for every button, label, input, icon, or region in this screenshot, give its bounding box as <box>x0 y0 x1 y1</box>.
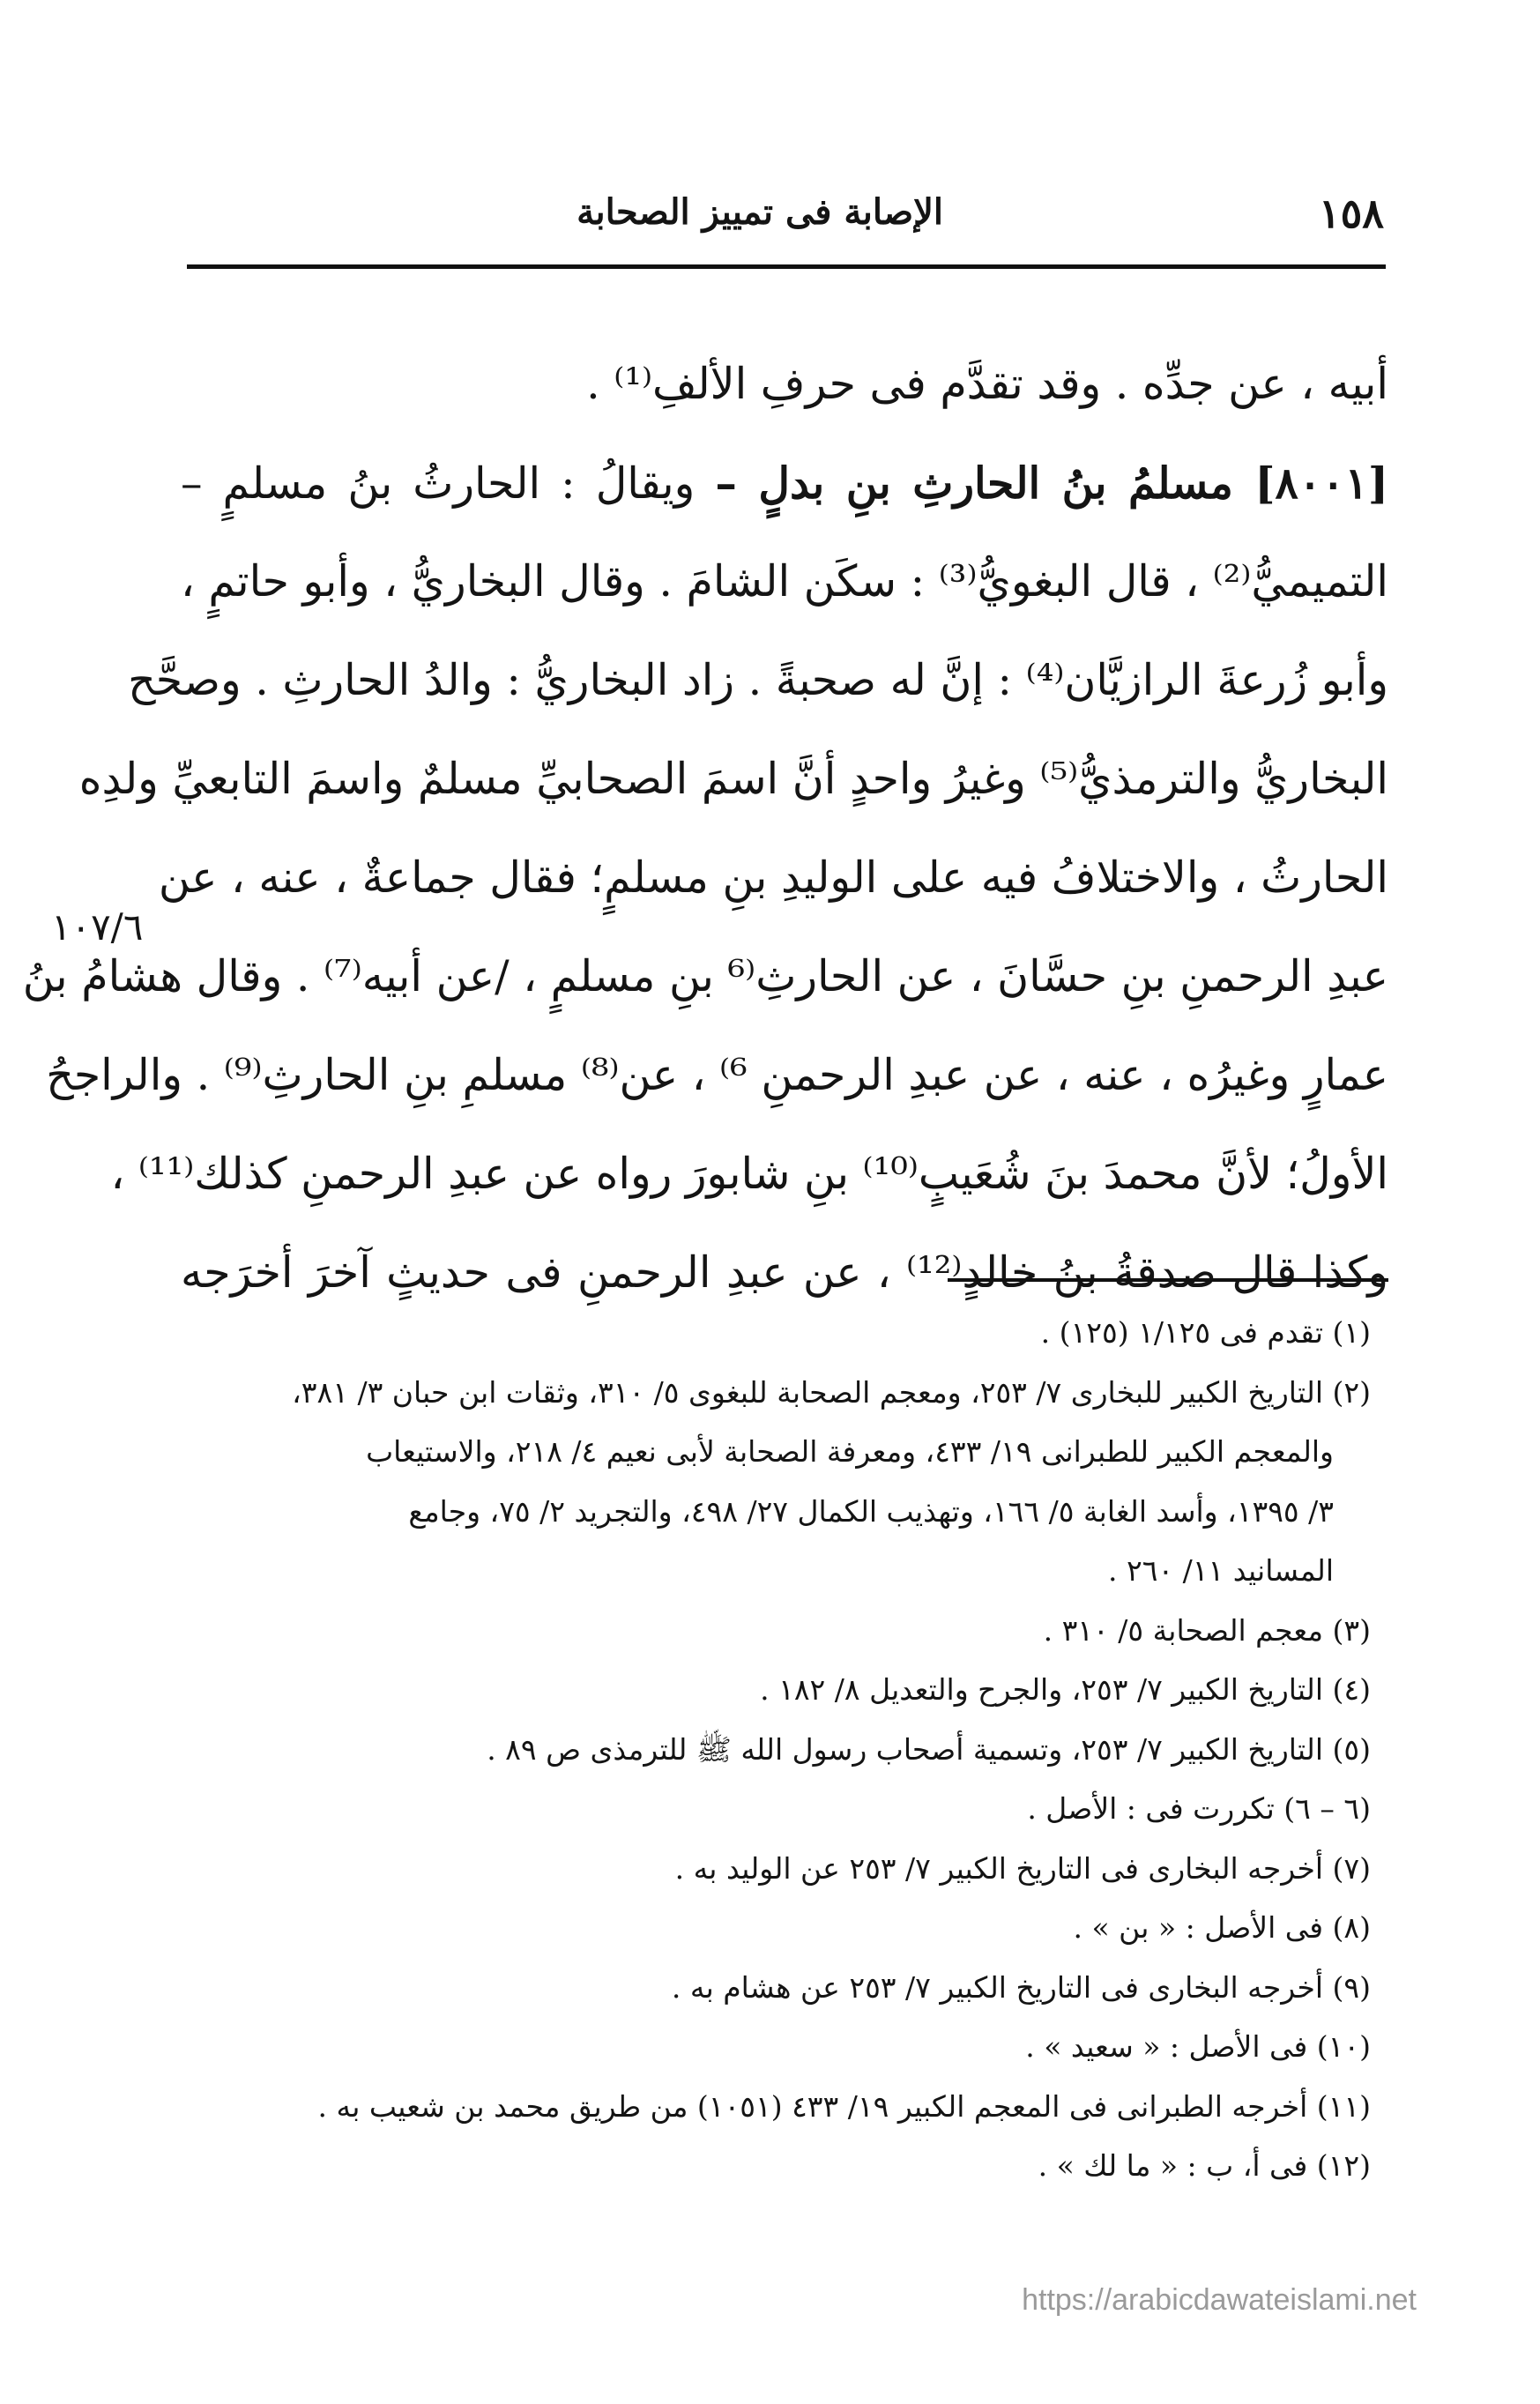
footnote: (٣) معجم الصحابة ٥/ ٣١٠ . <box>1043 1612 1371 1648</box>
text-line: البخاريُّ والترمذيُّ⁽⁵⁾ وغيرُ واحدٍ أنَّ اسمَ الصحابيِّ مسلمٌ واسمَ التابعيِّ ولدِه <box>78 754 1388 804</box>
text-line: وكذا قال صدقةُ بنُ خالدٍ⁽¹²⁾ ، عن عبدِ الرحمنِ فى حديثٍ آخرَ أخرَجه <box>181 1247 1389 1298</box>
text-line: الأولُ؛ لأنَّ محمدَ بنَ شُعَيبٍ⁽¹⁰⁾ بنِ شابورَ رواه عن عبدِ الرحمنِ كذلك⁽¹¹⁾ ، <box>110 1149 1388 1199</box>
footnote: (١) تقدم فى ١/١٢٥ (١٢٥) . <box>1040 1315 1371 1350</box>
entry-line-text: ويقالُ : الحارثُ بنُ مسلمٍ – <box>181 458 696 509</box>
text-line: أبيه ، عن جدِّه . وقد تقدَّم فى حرفِ الألفِ⁽¹⁾ . <box>586 359 1388 409</box>
page-header <box>176 190 1384 251</box>
footnote: (٢) التاريخ الكبير للبخارى ٧/ ٢٥٣، ومعجم الصحابة للبغوى ٥/ ٣١٠، وثقات ابن حبان ٣/ ٣٨١، <box>292 1374 1371 1410</box>
running-title: الإصابة فى تمييز الصحابة <box>577 191 943 233</box>
text-line: عمارٍ وغيرُه ، عنه ، عن عبدِ الرحمنِ ⁶⁾ ، عن⁽⁸⁾ مسلمِ بنِ الحارثِ⁽⁹⁾ . والراجحُ <box>46 1050 1388 1100</box>
footnote: (٥) التاريخ الكبير ٧/ ٢٥٣، وتسمية أصحاب رسول الله ﷺ للترمذى ص ٨٩ . <box>487 1731 1371 1767</box>
text-line: وأبو زُرعةَ الرازيَّان⁽⁴⁾ : إنَّ له صحبةً . زاد البخاريُّ : والدُ الحارثِ . وصحَّح <box>128 655 1388 705</box>
entry-heading: [٨٠٠١] مسلمُ بنُ الحارثِ بنِ بدلٍ – <box>715 458 1388 509</box>
footnote: (٩) أخرجه البخارى فى التاريخ الكبير ٧/ ٢٥٣ عن هشام به . <box>671 1969 1371 2005</box>
footnote: (٨) فى الأصل : « بن » . <box>1073 1910 1371 1945</box>
footnote-continuation: ٣/ ١٣٩٥، وأسد الغابة ٥/ ١٦٦، وتهذيب الكمال ٢٧/ ٤٩٨، والتجريد ٢/ ٧٥، وجامع <box>408 1493 1334 1529</box>
page-number: ١٥٨ <box>1318 190 1384 237</box>
footnote-rule <box>948 1278 1388 1282</box>
header-rule <box>187 264 1386 269</box>
footnote: (٤) التاريخ الكبير ٧/ ٢٥٣، والجرح والتعديل ٨/ ١٨٢ . <box>760 1672 1371 1707</box>
footnotes <box>185 1303 1371 2196</box>
footnote: (١٢) فى أ، ب : « ما لك » . <box>1038 2148 1371 2183</box>
footnote: (١١) أخرجه الطبرانى فى المعجم الكبير ١٩/ ٤٣٣ (١٠٥١) من طريق محمد بن شعيب به . <box>317 2088 1371 2124</box>
footnote: (١٠) فى الأصل : « سعيد » . <box>1025 2029 1371 2064</box>
text-line: التميميُّ⁽²⁾ ، قال البغويُّ⁽³⁾ : سكَن الشامَ . وقال البخاريُّ ، وأبو حاتمٍ ، <box>181 556 1389 607</box>
footnote: (٧) أخرجه البخارى فى التاريخ الكبير ٧/ ٢٥٣ عن الوليد به . <box>674 1850 1371 1886</box>
text-line: عبدِ الرحمنِ بنِ حسَّانَ ، عن الحارثِ⁽⁶ بنِ مسلمٍ ، /عن أبيه⁽⁷⁾ . وقال هشامُ بنُ <box>22 951 1388 1001</box>
entry-line <box>181 434 1388 532</box>
margin-reference: ١٠٧/٦ <box>51 905 144 949</box>
footnote-continuation: المسانيد ١١/ ٢٦٠ . <box>1108 1553 1334 1588</box>
footnote: (٦ – ٦) تكررت فى : الأصل . <box>1027 1791 1371 1826</box>
watermark: https://arabicdawateislami.net <box>1022 2283 1417 2317</box>
footnote-continuation: والمعجم الكبير للطبرانى ١٩/ ٤٣٣، ومعرفة الصحابة لأبى نعيم ٤/ ٢١٨، والاستيعاب <box>366 1434 1334 1469</box>
text-line: الحارثُ ، والاختلافُ فيه على الوليدِ بنِ مسلمٍ؛ فقال جماعةٌ ، عنه ، عن <box>158 852 1388 903</box>
